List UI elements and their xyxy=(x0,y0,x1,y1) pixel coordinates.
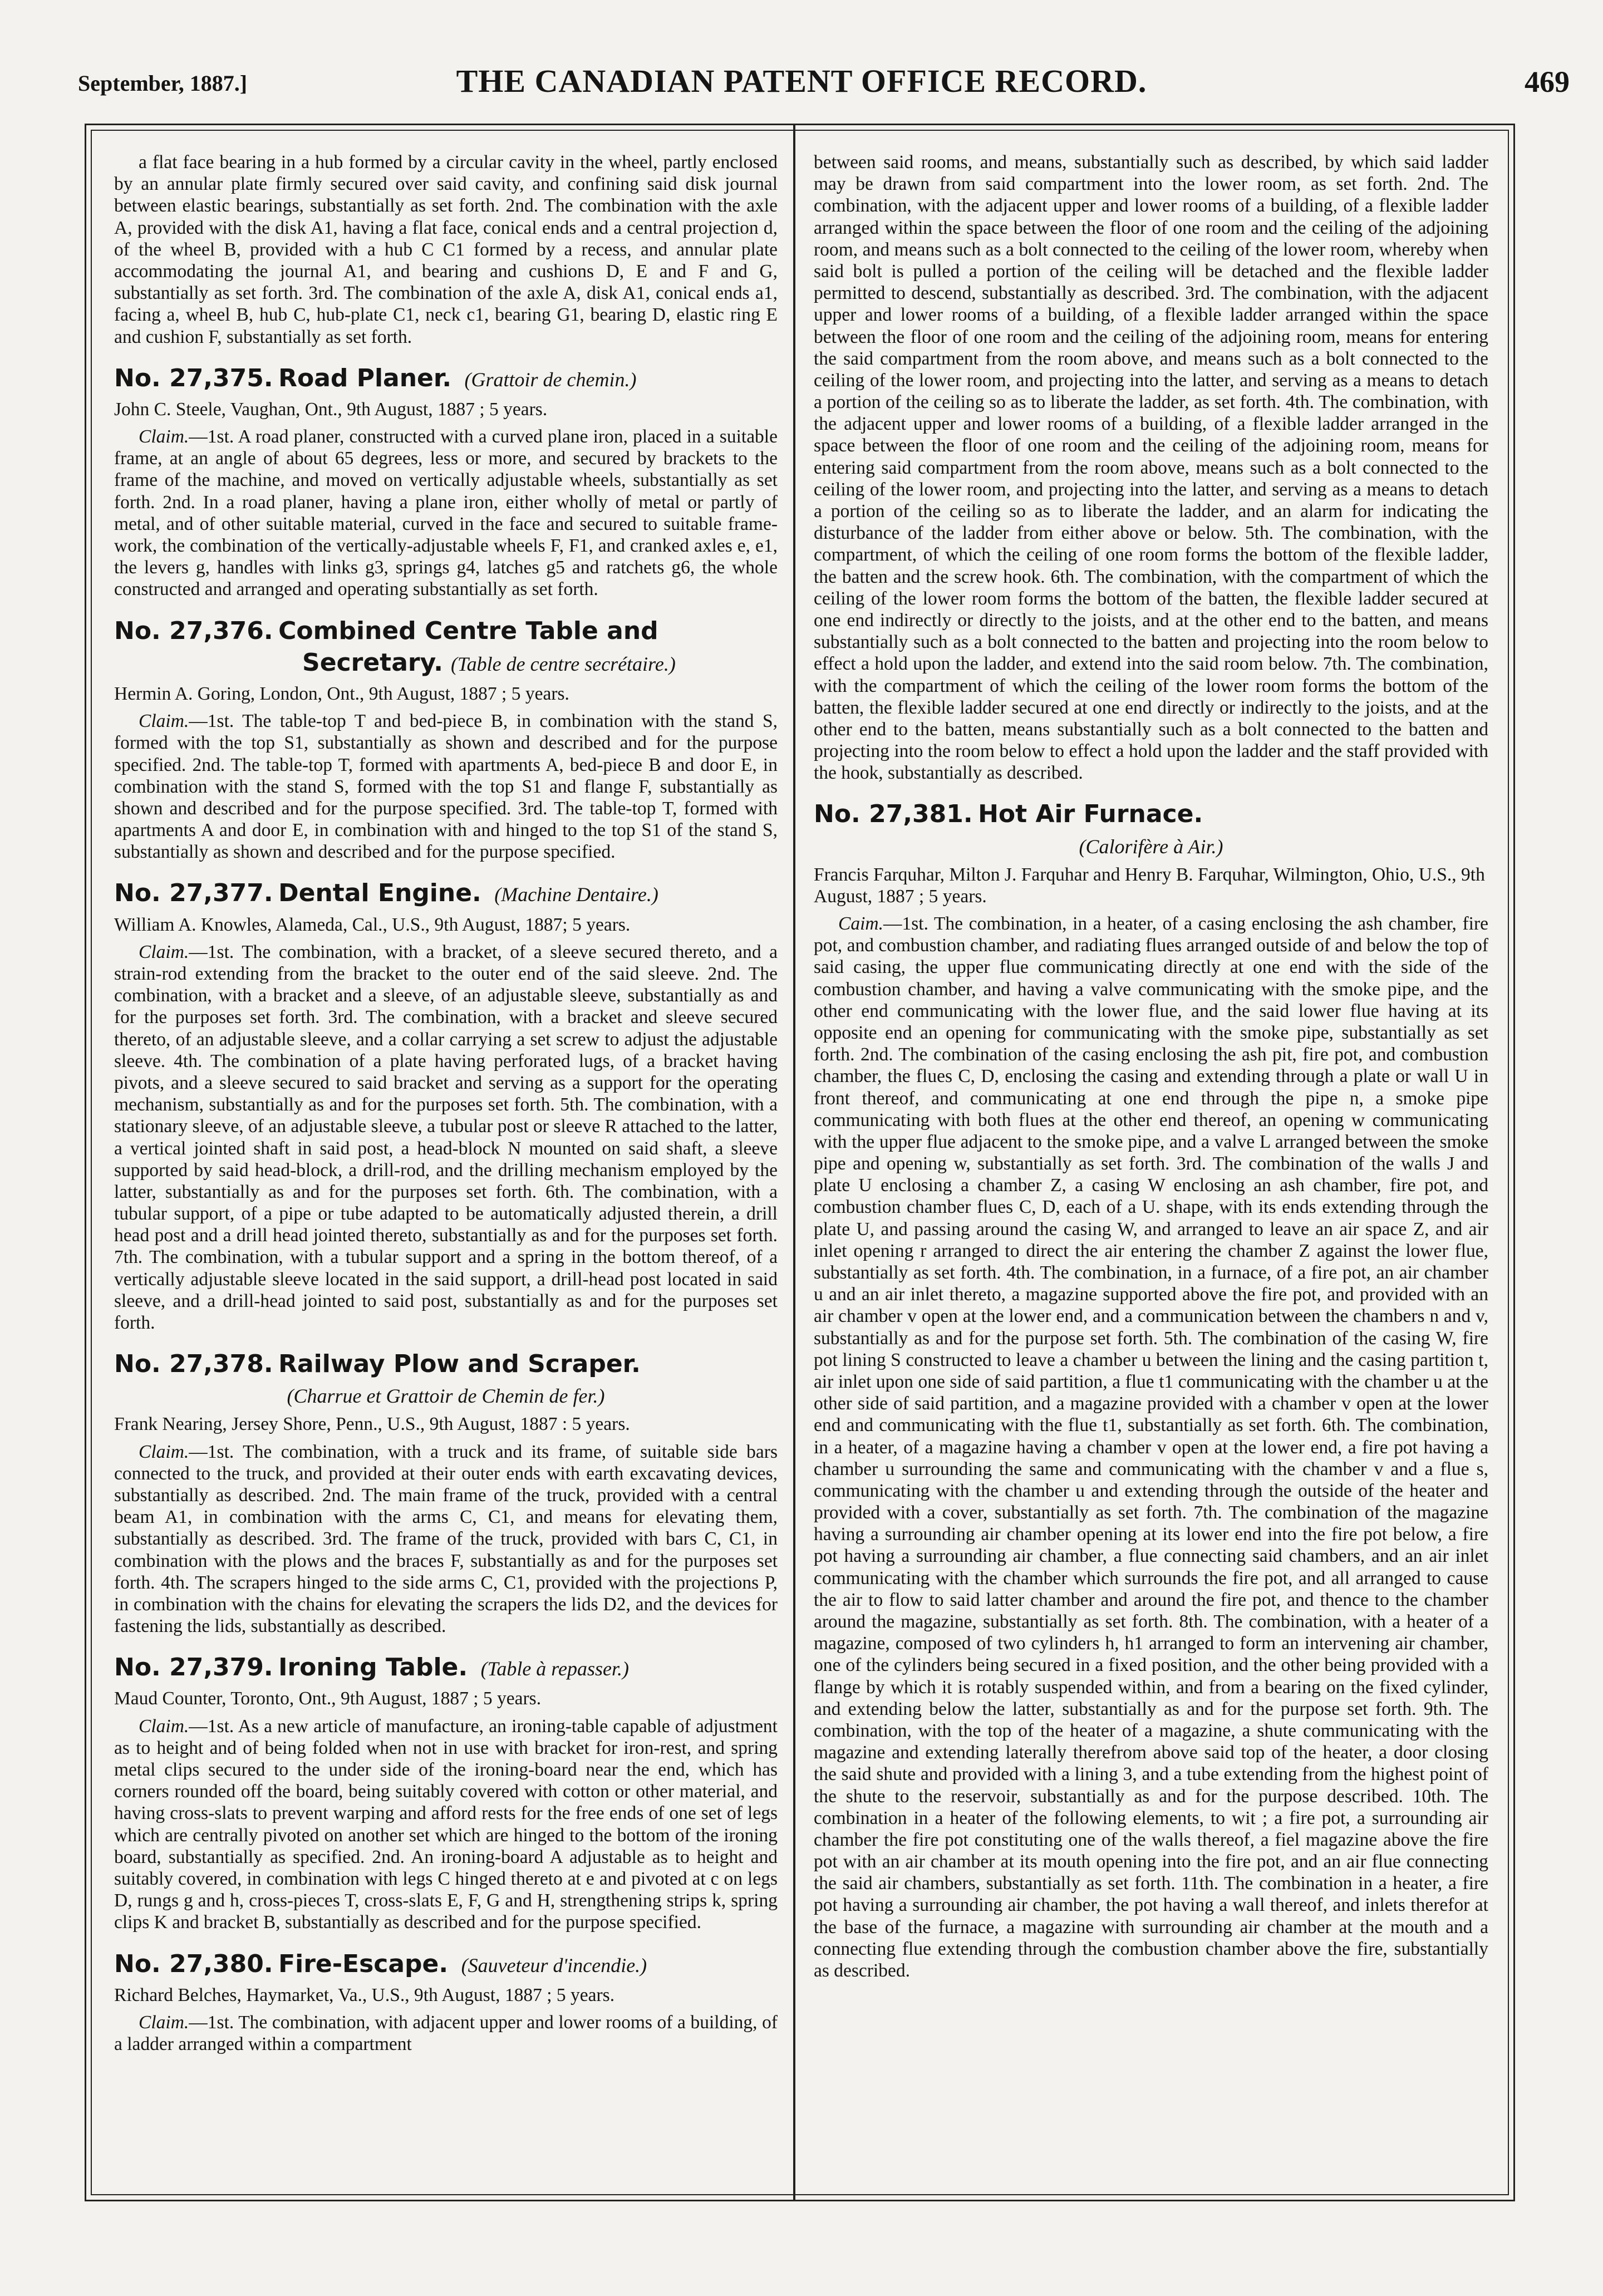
patent-french-name: (Sauveteur d'incendie.) xyxy=(461,1954,647,1977)
patent-heading xyxy=(114,362,778,394)
column-divider xyxy=(793,124,795,2201)
continued-claim: a flat face bearing in a hub formed by a circular cavity in the wheel, partly enclosed by an annular plate firmly secured over said cavity, and confining said disk journal between elastic bearings, substantially as set forth. 2nd. The combination with the axle A, provided with the disk A1, having a flat face, conical ends and a central projection d, of the wheel B, provided with a hub C C1 formed by a recess, and annular plate accommodating the journal A1, and bearing and cushions D, E and F and G, substantially as set forth. 3rd. The combination of the axle A, disk A1, conical ends a1, facing a, wheel B, hub C, hub-plate C1, neck c1, bearing G1, bearing D, elastic ring E and cushion F, substantially as set forth. xyxy=(114,152,778,347)
claim-text: —1st. The table-top T and bed-piece B, in combination with the stand S, formed with the top S1, substantially as shown and described and for the purpose specified. 2nd. The table-top T, formed with apartments A, bed-piece B and door E, in combination with the stand S, formed with the top S1 and flange F, substantially as shown and described and for the purpose specified. 3rd. The table-top T, formed with apartments A and door E, in combination with and hinged to the top S1 of the stand S, substantially as shown and described and for the purpose specified. xyxy=(114,711,778,863)
patent-name: Ironing Table. xyxy=(278,1653,468,1682)
patent-inventor: John C. Steele, Vaughan, Ont., 9th August, 1887 ; 5 years. xyxy=(114,399,548,420)
patent-name-line2: Secretary. xyxy=(302,648,443,677)
claim-label: Caim. xyxy=(838,913,883,934)
claim-text: —1st. A road planer, constructed with a curved plane iron, placed in a suitable frame, at an angle of about 65 degrees, less or more, and secured by brackets to the frame of the machine, and moved on vertically adjustable wheels, substantially as set forth. 2nd. In a road planer, having a plane iron, either wholly of metal or partly of metal, and of other suitable material, curved in the face and secured to suitable frame-work, the combination of the vertically-adjustable wheels F, F1, and cranked axles e, e1, the levers g, handles with links g3, springs g4, latches g5 and ratchets g6, the whole constructed and arranged and operating substantially as set forth. xyxy=(114,426,778,600)
patent-heading xyxy=(114,1348,778,1380)
patent-french-name: (Machine Dentaire.) xyxy=(494,883,658,906)
patent-number: No. 27,378. xyxy=(114,1350,273,1379)
patent-name: Dental Engine. xyxy=(278,879,481,908)
patent-claim xyxy=(114,2012,778,2055)
claim-label: Claim. xyxy=(139,941,189,962)
continued-claim: between said rooms, and means, substantially such as described, by which said ladder may be drawn from said compartment into the lower room, as set forth. 2nd. The combination, with the adjacent upper and lower rooms of a building, of a flexible ladder arranged within the space between the floor of one room and the ceiling of the adjoining room, and means such as a bolt connected to the ceiling of the lower room, whereby when said bolt is pulled a portion of the ceiling will be detached and the flexible ladder permitted to descend, substantially as described. 3rd. The combination, with the adjacent upper and lower rooms of a building, of a flexible ladder arranged within the space between the floor of one room and the ceiling of the adjoining room, means for entering the said compartment from the room above, and means such as a bolt connected to the ceiling of the lower room, and projecting into the latter, and serving as a means to detach a portion of the ceiling so as to liberate the ladder, as set forth. 4th. The combination, with the adjacent upper and lower rooms of a building, of a flexible ladder arranged in the space between the floor of one room and the ceiling of the adjoining room, means for entering said compartment from the room above, means such as a bolt connected to the ceiling of the lower room, and projecting into the latter, and serving as a means to detach a portion of the ceiling so as to liberate the ladder, and an alarm for indicating the disturbance of the ladder from either above or below. 5th. The combination, with the compartment, of which the ceiling of one room forms the bottom of the flexible ladder, the batten and the screw hook. 6th. The combination, with the compartment of which the ceiling of the lower room forms the bottom of the batten, the flexible ladder secured at one end indirectly or directly to the joists, and at the other end to the batten, and means substantially such as a bolt connected to the batten and projecting into the room below to effect a hold upon the ladder, and extend into the said room below. 7th. The combination, with the compartment of which the ceiling of the lower room forms the bottom of the batten, the flexible ladder secured at one end directly or indirectly to the joists, and at the other end to the batten, means substantially such as a bolt connected to the batten and projecting into the room below to effect a hold upon the ladder and the staff provided with the hook, substantially as described. xyxy=(814,152,1488,784)
issue-date: September, 1887.] xyxy=(78,71,248,96)
patent-heading xyxy=(114,615,778,679)
patent-french-name: (Grattoir de chemin.) xyxy=(464,368,637,391)
claim-text: —1st. The combination, with a truck and its frame, of suitable side bars connected to the truck, and provided at their outer ends with earth excavating devices, substantially as described. 2nd. The main frame of the truck, provided with a central beam A1, in combination with the arms C, C1, and means for elevating them, substantially as described. 3rd. The frame of the truck, provided with bars C, C1, in combination with the plows and the braces F, substantially as and for the purposes set forth. 4th. The scrapers hinged to the side arms C, C1, provided with the projections P, in combination with the chains for elevating the scrapers the lids D2, and the devices for fastening the lids, substantially as described. xyxy=(114,1441,778,1637)
patent-name: Railway Plow and Scraper. xyxy=(278,1350,641,1379)
patent-claim xyxy=(814,913,1488,1982)
patent-name: Combined Centre Table and xyxy=(278,616,658,645)
patent-number: No. 27,375. xyxy=(114,363,273,392)
patent-inventor: William A. Knowles, Alameda, Cal., U.S., 9th August, 1887; 5 years. xyxy=(114,914,631,935)
right-column xyxy=(814,151,1488,2183)
patent-inventor: Frank Nearing, Jersey Shore, Penn., U.S., 9th August, 1887 : 5 years. xyxy=(114,1414,630,1435)
patent-claim xyxy=(114,426,778,601)
patent-heading xyxy=(114,1948,778,1980)
patent-french-name: (Table à repasser.) xyxy=(480,1658,629,1680)
patent-inventor: Richard Belches, Haymarket, Va., U.S., 9th August, 1887 ; 5 years. xyxy=(114,1984,615,2005)
patent-name: Fire-Escape. xyxy=(278,1949,449,1978)
claim-label: Claim. xyxy=(139,426,189,448)
patent-heading xyxy=(114,1651,778,1683)
patent-french-name: (Charrue et Grattoir de Chemin de fer.) xyxy=(287,1385,605,1408)
patent-claim xyxy=(114,1441,778,1638)
claim-text: —1st. The combination, with adjacent upper and lower rooms of a building, of a ladder arranged within a compartment xyxy=(114,2012,778,2055)
patent-name-line2-wrap xyxy=(114,647,778,679)
left-column xyxy=(114,151,778,2183)
claim-text: —1st. The combination, in a heater, of a casing enclosing the ash chamber, fire pot, and combustion chamber, and radiating flues arranged outside of and below the top of said casing, the upper flue communicating directly at one end with the side of the combustion chamber, and having a valve communicating with the smoke pipe, and the other end communicating with the lower flue, and the said lower flue having at its opposite end an opening for communicating with the smoke pipe, substantially as set forth. 2nd. The combination of the casing enclosing the ash pit, fire pot, and combustion chamber, the flues C, D, enclosing the casing and extending through a plate or wall U in front thereof, and communicating at one end through the pipe n, a smoke pipe communicating with both flues at the other end thereof, an opening w communicating with the upper flue adjacent to the smoke pipe, and a valve L arranged between the smoke pipe and opening w, substantially as set forth. 3rd. The combination of the walls J and plate U enclosing a chamber Z, a casing W enclosing an ash chamber, fire pot, and combustion chamber flues C, D, each of a U. shape, with its ends extending through the plate U, and passing around the casing W, and arranged to leave an air space Z, and air inlet opening r arranged to direct the air entering the chamber Z against the lower flue, substantially as set forth. 4th. The combination, in a furnace, of a fire pot, an air chamber u and an air inlet thereto, a magazine supported above the fire pot, and provided with an air chamber v open at the lower end, and a communication between the chambers n and v, substantially as and for the purpose set forth. 5th. The combination of the casing W, fire pot lining S constructed to leave a chamber u between the lining and the casing partition t, air inlet upon one side of said partition, a flue t1 communicating with the chamber u at the other side of said partition, and a magazine provided with a chamber v open at the lower end and communicating with the flue t1, substantially as set forth. 6th. The combination, in a heater, of a magazine having a chamber v open at the lower end, a fire pot having a chamber u surrounding the same and communicating with the chamber v and a flue s, communicating with the chamber u and extending through the outside of the heater and provided with a cover, substantially as set forth. 7th. The combination of the magazine having a surrounding air chamber opening at its lower end into the fire pot below, a fire pot having a surrounding air chamber, a flue connecting said chambers, and an air inlet communicating with the chamber which surrounds the fire pot, and all arranged to cause the air to flow to said latter chamber and around the fire pot, and thence to the chamber around the magazine, substantially as set forth. 8th. The combination, with a heater of a magazine, composed of two cylinders h, h1 arranged to form an intervening air chamber, one of the cylinders being secured in a fixed position, and the other being provided with a flange by which it is rotably suspended within, and from a bearing on the fixed cylinder, and extending below the latter, substantially as and for the purpose set forth. 9th. The combination, with the top of the heater of a magazine, a shute communicating with the magazine and extending laterally therefrom above said top of the heater, a door closing the said shute and provided with a lining 3, and a tube extending from the highest point of the shute to the reservoir, substantially as and for the purpose described. 10th. The combination in a heater of the following elements, to wit ; a fire pot, a surrounding air chamber the fire pot constituting one of the walls thereof, a fiel magazine above the fire pot with an air chamber at its mouth opening into the fire pot, and an air flue connecting the said air chambers, substantially as set forth. 11th. The combination in a heater, a fire pot having a surrounding air chamber, the pot having a wall thereof, and inlets therefor at the base of the furnace, a magazine with surrounding air chamber at the mouth and a connecting flue extending through the combustion chamber above the fire, substantially as described. xyxy=(814,913,1488,1981)
patent-number: No. 27,381. xyxy=(814,800,973,829)
patent-name: Hot Air Furnace. xyxy=(978,800,1203,829)
claim-text: —1st. The combination, with a bracket, of a sleeve secured thereto, and a strain-rod extending from the bracket to the outer end of the said sleeve. 2nd. The combination, with a bracket and a sleeve, of an adjustable sleeve, substantially as and for the purposes set forth. 3rd. The combination, with a bracket and sleeve secured thereto, of an adjustable sleeve, and a collar carrying a set screw to adjust the adjustable sleeve. 4th. The combination of a plate having perforated lugs, of a bracket having pivots, and a sleeve secured to said bracket and serving as a support for the operating mechanism, substantially as and for the purposes set forth. 5th. The combination, with a stationary sleeve, of an adjustable sleeve, a tubular post or sleeve R attached to the latter, a vertical jointed shaft in said post, a head-block N mounted on said shaft, a sleeve supported by said head-block, a drill-rod, and the drilling mechanism employed by the latter, substantially as and for the purposes set forth. 6th. The combination, with a tubular support, of a pipe or tube adapted to be automatically adjusted therein, a drill head post and a drill head jointed thereto, substantially as and for the purposes set forth. 7th. The combination, with a tubular support and a spring in the bottom thereof, of a vertically adjustable sleeve located in the said support, a drill-head post located in said sleeve, and a drill-head jointed to said post, substantially as and for the purposes set forth. xyxy=(114,941,778,1333)
patent-inventor: Maud Counter, Toronto, Ont., 9th August, 1887 ; 5 years. xyxy=(114,1688,542,1709)
page-header xyxy=(78,62,1603,107)
patent-claim xyxy=(114,941,778,1334)
patent-number: No. 27,380. xyxy=(114,1949,273,1978)
claim-label: Claim. xyxy=(139,711,189,732)
patent-inventor: Francis Farquhar, Milton J. Farquhar and Henry B. Farquhar, Wilmington, Ohio, U.S., 9th August, 1887 ; 5 years. xyxy=(814,864,1485,907)
claim-label: Claim. xyxy=(139,2012,189,2033)
claim-label: Claim. xyxy=(139,1715,189,1737)
patent-french-name: (Table de centre secrétaire.) xyxy=(450,652,676,675)
claim-text: —1st. As a new article of manufacture, an ironing-table capable of adjustment as to height and of being folded when not in use with bracket for iron-rest, and spring metal clips secured to the under side of the ironing-board near the end, which has corners rounded off the board, being suitably covered with cotton or other material, and having cross-slats to prevent warping and afford rests for the free ends of one set of legs which are centrally pivoted on another set which are hinged to the bottom of the ironing board, substantially as specified. 2nd. An ironing-board A adjustable as to height and suitably covered, in combination with legs C hinged thereto at e and pivoted at c on legs D, rungs g and h, cross-pieces T, cross-slats E, F, G and H, strengthening strips k, spring clips K and bracket B, substantially as described and for the purpose specified. xyxy=(114,1715,778,1933)
patent-number: No. 27,377. xyxy=(114,879,273,908)
claim-label: Claim. xyxy=(139,1441,189,1462)
patent-claim xyxy=(114,1715,778,1934)
patent-claim xyxy=(114,710,778,863)
patent-heading xyxy=(814,798,1488,830)
patent-name: Road Planer. xyxy=(278,363,452,392)
patent-number: No. 27,376. xyxy=(114,616,273,645)
patent-french-name: (Calorifère à Air.) xyxy=(1079,835,1223,858)
patent-heading xyxy=(114,877,778,909)
patent-inventor: Hermin A. Goring, London, Ont., 9th August, 1887 ; 5 years. xyxy=(114,683,569,704)
patent-number: No. 27,379. xyxy=(114,1653,273,1682)
page-number: 469 xyxy=(1525,65,1570,99)
publication-title: THE CANADIAN PATENT OFFICE RECORD. xyxy=(456,63,1147,99)
